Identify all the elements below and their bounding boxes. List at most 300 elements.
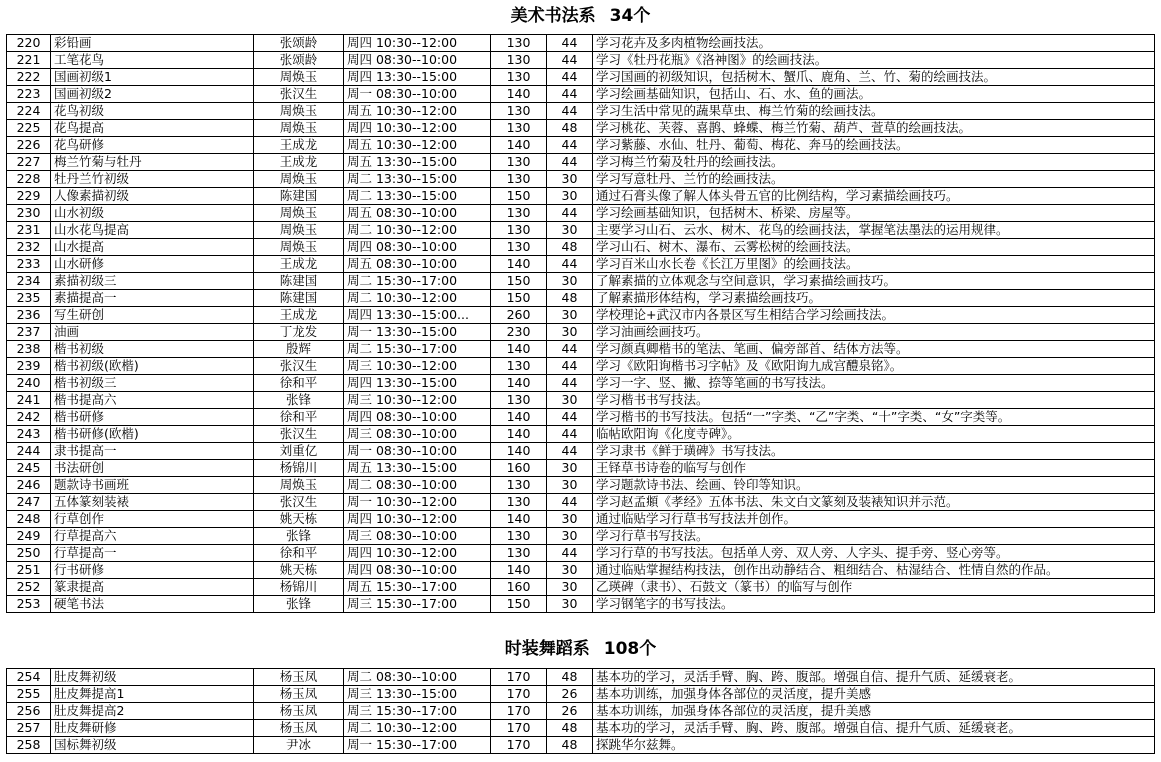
table-row <box>7 154 1155 171</box>
section-count: 108个 <box>603 639 657 659</box>
table-row <box>7 426 1155 443</box>
course-description: 学习写意牡丹、兰竹的绘画技法。 <box>593 171 1155 188</box>
course-hours: 30 <box>547 273 593 290</box>
table-row <box>7 596 1155 613</box>
course-name: 油画 <box>51 324 254 341</box>
course-hours: 44 <box>547 52 593 69</box>
course-hours: 48 <box>547 239 593 256</box>
course-id: 226 <box>7 137 51 154</box>
course-description: 基本功的学习，灵活手臂、胸、跨、腹部。增强自信、提升气质、延缓衰老。 <box>593 720 1155 737</box>
course-time: 周一 10:30--12:00 <box>344 494 491 511</box>
table-row <box>7 222 1155 239</box>
table-row <box>7 511 1155 528</box>
course-id: 233 <box>7 256 51 273</box>
course-teacher: 杨玉凤 <box>254 703 344 720</box>
course-teacher: 王成龙 <box>254 154 344 171</box>
course-description: 学习生活中常见的蔬果草虫、梅兰竹菊的绘画技法。 <box>593 103 1155 120</box>
course-description: 了解素描形体结构，学习素描绘画技巧。 <box>593 290 1155 307</box>
course-description: 临帖欧阳询《化度寺碑》。 <box>593 426 1155 443</box>
course-hours: 44 <box>547 86 593 103</box>
course-time: 周五 13:30--15:00 <box>344 154 491 171</box>
course-description: 学习《牡丹花瓶》《洛神图》的绘画技法。 <box>593 52 1155 69</box>
course-fee: 130 <box>491 358 547 375</box>
section-title-dance <box>0 638 1161 660</box>
table-row <box>7 477 1155 494</box>
course-table-art <box>6 34 1155 613</box>
course-time: 周二 10:30--12:00 <box>344 222 491 239</box>
course-name: 楷书初级(欧楷) <box>51 358 254 375</box>
course-teacher: 王成龙 <box>254 307 344 324</box>
course-fee: 130 <box>491 154 547 171</box>
course-name: 花鸟研修 <box>51 137 254 154</box>
course-teacher: 周焕玉 <box>254 103 344 120</box>
course-hours: 48 <box>547 737 593 754</box>
course-hours: 44 <box>547 375 593 392</box>
course-name: 行书研修 <box>51 562 254 579</box>
course-description: 通过临贴学习行草书写技法并创作。 <box>593 511 1155 528</box>
course-teacher: 张汉生 <box>254 494 344 511</box>
course-fee: 150 <box>491 290 547 307</box>
course-fee: 170 <box>491 720 547 737</box>
course-id: 220 <box>7 35 51 52</box>
course-fee: 150 <box>491 188 547 205</box>
table-row <box>7 273 1155 290</box>
course-time: 周一 08:30--10:00 <box>344 443 491 460</box>
table-row <box>7 358 1155 375</box>
course-name: 篆隶提高 <box>51 579 254 596</box>
course-description: 学习油画绘画技巧。 <box>593 324 1155 341</box>
course-name: 素描提高一 <box>51 290 254 307</box>
table-row <box>7 703 1155 720</box>
course-name: 工笔花鸟 <box>51 52 254 69</box>
course-id: 222 <box>7 69 51 86</box>
course-time: 周三 10:30--12:00 <box>344 392 491 409</box>
course-time: 周二 15:30--17:00 <box>344 273 491 290</box>
course-fee: 130 <box>491 477 547 494</box>
course-fee: 140 <box>491 426 547 443</box>
course-teacher: 丁龙发 <box>254 324 344 341</box>
course-fee: 130 <box>491 205 547 222</box>
course-name: 国标舞初级 <box>51 737 254 754</box>
course-name: 素描初级三 <box>51 273 254 290</box>
course-description: 探跳华尔兹舞。 <box>593 737 1155 754</box>
course-name: 彩铅画 <box>51 35 254 52</box>
course-hours: 48 <box>547 669 593 686</box>
course-teacher: 陈建国 <box>254 290 344 307</box>
table-row <box>7 137 1155 154</box>
course-description: 学习紫藤、水仙、牡丹、葡萄、梅花、奔马的绘画技法。 <box>593 137 1155 154</box>
course-description: 学习桃花、芙蓉、喜鹊、蜂蝶、梅兰竹菊、葫芦、萱草的绘画技法。 <box>593 120 1155 137</box>
course-fee: 140 <box>491 86 547 103</box>
course-fee: 140 <box>491 562 547 579</box>
course-teacher: 刘重亿 <box>254 443 344 460</box>
table-row <box>7 256 1155 273</box>
course-fee: 140 <box>491 443 547 460</box>
course-time: 周一 15:30--17:00 <box>344 737 491 754</box>
course-teacher: 周焕玉 <box>254 222 344 239</box>
course-hours: 44 <box>547 69 593 86</box>
course-time: 周三 08:30--10:00 <box>344 426 491 443</box>
course-fee: 150 <box>491 596 547 613</box>
course-fee: 130 <box>491 103 547 120</box>
section-title-art <box>0 5 1161 27</box>
course-fee: 140 <box>491 137 547 154</box>
course-description: 了解素描的立体观念与空间意识，学习素描绘画技巧。 <box>593 273 1155 290</box>
course-teacher: 周焕玉 <box>254 120 344 137</box>
course-time: 周二 13:30--15:00 <box>344 188 491 205</box>
course-id: 248 <box>7 511 51 528</box>
course-time: 周四 10:30--12:00 <box>344 511 491 528</box>
course-name: 山水研修 <box>51 256 254 273</box>
course-name: 花鸟初级 <box>51 103 254 120</box>
course-id: 230 <box>7 205 51 222</box>
course-hours: 44 <box>547 103 593 120</box>
course-time: 周四 13:30--15:00... <box>344 307 491 324</box>
course-name: 五体篆刻装裱 <box>51 494 254 511</box>
course-id: 242 <box>7 409 51 426</box>
course-teacher: 张锋 <box>254 528 344 545</box>
course-description: 基本功的学习，灵活手臂、胸、跨、腹部。增强自信、提升气质、延缓衰老。 <box>593 669 1155 686</box>
course-time: 周三 10:30--12:00 <box>344 358 491 375</box>
course-teacher: 陈建国 <box>254 188 344 205</box>
course-time: 周四 08:30--10:00 <box>344 52 491 69</box>
table-row <box>7 171 1155 188</box>
course-hours: 30 <box>547 188 593 205</box>
course-hours: 44 <box>547 358 593 375</box>
course-description: 学习山石、树木、瀑布、云雾松树的绘画技法。 <box>593 239 1155 256</box>
course-hours: 44 <box>547 409 593 426</box>
table-row <box>7 409 1155 426</box>
table-row <box>7 720 1155 737</box>
course-time: 周一 08:30--10:00 <box>344 86 491 103</box>
course-fee: 130 <box>491 120 547 137</box>
course-name: 人像素描初级 <box>51 188 254 205</box>
course-id: 237 <box>7 324 51 341</box>
course-hours: 30 <box>547 324 593 341</box>
course-id: 257 <box>7 720 51 737</box>
course-hours: 48 <box>547 720 593 737</box>
course-id: 254 <box>7 669 51 686</box>
course-time: 周二 08:30--10:00 <box>344 477 491 494</box>
course-hours: 30 <box>547 511 593 528</box>
course-teacher: 徐和平 <box>254 545 344 562</box>
course-hours: 44 <box>547 35 593 52</box>
course-time: 周三 13:30--15:00 <box>344 686 491 703</box>
course-time: 周五 08:30--10:00 <box>344 256 491 273</box>
course-hours: 44 <box>547 137 593 154</box>
course-fee: 130 <box>491 222 547 239</box>
course-teacher: 张锋 <box>254 392 344 409</box>
course-name: 肚皮舞提高2 <box>51 703 254 720</box>
course-fee: 130 <box>491 545 547 562</box>
course-fee: 130 <box>491 171 547 188</box>
course-teacher: 殷辉 <box>254 341 344 358</box>
course-hours: 44 <box>547 545 593 562</box>
table-row <box>7 443 1155 460</box>
course-id: 255 <box>7 686 51 703</box>
course-fee: 170 <box>491 686 547 703</box>
course-time: 周三 15:30--17:00 <box>344 596 491 613</box>
course-table-dance <box>6 668 1155 754</box>
table-row <box>7 737 1155 754</box>
course-name: 肚皮舞提高1 <box>51 686 254 703</box>
course-hours: 30 <box>547 579 593 596</box>
course-hours: 26 <box>547 703 593 720</box>
course-name: 写生研创 <box>51 307 254 324</box>
course-description: 主要学习山石、云水、树木、花鸟的绘画技法，掌握笔法墨法的运用规律。 <box>593 222 1155 239</box>
section-name: 美术书法系 <box>510 6 596 26</box>
course-description: 学习绘画基础知识，包括山、石、水、鱼的画法。 <box>593 86 1155 103</box>
course-id: 249 <box>7 528 51 545</box>
course-fee: 140 <box>491 256 547 273</box>
course-name: 肚皮舞初级 <box>51 669 254 686</box>
table-row <box>7 460 1155 477</box>
course-name: 国画初级1 <box>51 69 254 86</box>
course-id: 235 <box>7 290 51 307</box>
course-description: 乙瑛碑（隶书）、石鼓文（篆书）的临写与创作 <box>593 579 1155 596</box>
course-fee: 230 <box>491 324 547 341</box>
course-description: 学习百米山水长卷《长江万里图》的绘画技法。 <box>593 256 1155 273</box>
course-time: 周五 10:30--12:00 <box>344 103 491 120</box>
course-teacher: 杨玉凤 <box>254 720 344 737</box>
course-teacher: 杨玉凤 <box>254 669 344 686</box>
course-description: 学习楷书书写技法。 <box>593 392 1155 409</box>
course-time: 周二 10:30--12:00 <box>344 290 491 307</box>
course-fee: 130 <box>491 52 547 69</box>
course-time: 周五 15:30--17:00 <box>344 579 491 596</box>
course-description: 学习题款诗书法、绘画、铃印等知识。 <box>593 477 1155 494</box>
table-row <box>7 103 1155 120</box>
table-row <box>7 545 1155 562</box>
table-row <box>7 86 1155 103</box>
course-id: 241 <box>7 392 51 409</box>
table-row <box>7 307 1155 324</box>
course-teacher: 杨锦川 <box>254 579 344 596</box>
course-time: 周四 08:30--10:00 <box>344 409 491 426</box>
course-name: 书法研创 <box>51 460 254 477</box>
course-name: 肚皮舞研修 <box>51 720 254 737</box>
course-teacher: 张颂龄 <box>254 35 344 52</box>
course-description: 学习行草的书写技法。包括单人旁、双人旁、人字头、提手旁、竖心旁等。 <box>593 545 1155 562</box>
course-description: 学习行草书写技法。 <box>593 528 1155 545</box>
course-id: 251 <box>7 562 51 579</box>
course-description: 学习花卉及多肉植物绘画技法。 <box>593 35 1155 52</box>
table-row <box>7 528 1155 545</box>
course-teacher: 周焕玉 <box>254 171 344 188</box>
course-hours: 30 <box>547 222 593 239</box>
course-teacher: 张锋 <box>254 596 344 613</box>
course-id: 224 <box>7 103 51 120</box>
course-fee: 170 <box>491 703 547 720</box>
course-id: 245 <box>7 460 51 477</box>
course-id: 225 <box>7 120 51 137</box>
course-id: 240 <box>7 375 51 392</box>
course-hours: 30 <box>547 528 593 545</box>
course-time: 周三 08:30--10:00 <box>344 528 491 545</box>
course-name: 梅兰竹菊与牡丹 <box>51 154 254 171</box>
course-time: 周二 15:30--17:00 <box>344 341 491 358</box>
course-id: 247 <box>7 494 51 511</box>
course-name: 楷书初级三 <box>51 375 254 392</box>
course-teacher: 周焕玉 <box>254 477 344 494</box>
course-fee: 130 <box>491 494 547 511</box>
course-id: 253 <box>7 596 51 613</box>
table-row <box>7 375 1155 392</box>
table-row <box>7 324 1155 341</box>
course-id: 232 <box>7 239 51 256</box>
course-name: 行草提高一 <box>51 545 254 562</box>
table-row <box>7 290 1155 307</box>
course-id: 223 <box>7 86 51 103</box>
course-teacher: 杨玉凤 <box>254 686 344 703</box>
course-id: 238 <box>7 341 51 358</box>
course-id: 252 <box>7 579 51 596</box>
course-teacher: 杨锦川 <box>254 460 344 477</box>
course-id: 256 <box>7 703 51 720</box>
course-hours: 44 <box>547 154 593 171</box>
course-hours: 44 <box>547 341 593 358</box>
course-id: 227 <box>7 154 51 171</box>
course-name: 隶书提高一 <box>51 443 254 460</box>
course-time: 周一 13:30--15:00 <box>344 324 491 341</box>
table-row <box>7 341 1155 358</box>
course-fee: 160 <box>491 460 547 477</box>
course-time: 周五 10:30--12:00 <box>344 137 491 154</box>
course-fee: 140 <box>491 409 547 426</box>
course-description: 学校理论+武汉市内各景区写生相结合学习绘画技法。 <box>593 307 1155 324</box>
course-hours: 44 <box>547 256 593 273</box>
course-description: 学习颜真卿楷书的笔法、笔画、偏旁部首、结体方法等。 <box>593 341 1155 358</box>
course-name: 花鸟提高 <box>51 120 254 137</box>
table-row <box>7 686 1155 703</box>
course-time: 周四 08:30--10:00 <box>344 562 491 579</box>
course-teacher: 徐和平 <box>254 409 344 426</box>
course-description: 通过石膏头像了解人体头骨五官的比例结构，学习素描绘画技巧。 <box>593 188 1155 205</box>
table-row <box>7 392 1155 409</box>
course-teacher: 周焕玉 <box>254 239 344 256</box>
course-time: 周四 08:30--10:00 <box>344 239 491 256</box>
course-description: 学习《欧阳询楷书习字帖》及《欧阳询九成宫醴泉铭》。 <box>593 358 1155 375</box>
course-teacher: 陈建国 <box>254 273 344 290</box>
table-row <box>7 239 1155 256</box>
course-hours: 30 <box>547 562 593 579</box>
course-id: 258 <box>7 737 51 754</box>
course-fee: 140 <box>491 511 547 528</box>
course-fee: 140 <box>491 341 547 358</box>
course-teacher: 王成龙 <box>254 256 344 273</box>
table-row <box>7 669 1155 686</box>
course-name: 山水花鸟提高 <box>51 222 254 239</box>
course-name: 楷书研修 <box>51 409 254 426</box>
course-hours: 30 <box>547 171 593 188</box>
course-time: 周五 08:30--10:00 <box>344 205 491 222</box>
course-description: 学习绘画基础知识，包括树木、桥梁、房屋等。 <box>593 205 1155 222</box>
course-id: 246 <box>7 477 51 494</box>
course-teacher: 周焕玉 <box>254 205 344 222</box>
course-hours: 48 <box>547 290 593 307</box>
course-fee: 130 <box>491 392 547 409</box>
course-name: 山水初级 <box>51 205 254 222</box>
section-count: 34个 <box>609 6 651 26</box>
course-hours: 30 <box>547 392 593 409</box>
course-fee: 130 <box>491 528 547 545</box>
course-teacher: 张汉生 <box>254 86 344 103</box>
course-time: 周四 10:30--12:00 <box>344 545 491 562</box>
table-row <box>7 120 1155 137</box>
course-id: 239 <box>7 358 51 375</box>
course-description: 通过临贴掌握结构技法，创作出动静结合、粗细结合、枯湿结合、性情自然的作品。 <box>593 562 1155 579</box>
table-row <box>7 205 1155 222</box>
course-hours: 30 <box>547 307 593 324</box>
course-hours: 44 <box>547 443 593 460</box>
course-fee: 130 <box>491 35 547 52</box>
course-name: 牡丹兰竹初级 <box>51 171 254 188</box>
course-time: 周二 08:30--10:00 <box>344 669 491 686</box>
course-hours: 48 <box>547 120 593 137</box>
course-teacher: 王成龙 <box>254 137 344 154</box>
course-teacher: 徐和平 <box>254 375 344 392</box>
table-row <box>7 188 1155 205</box>
course-fee: 130 <box>491 239 547 256</box>
course-fee: 170 <box>491 669 547 686</box>
course-time: 周二 13:30--15:00 <box>344 171 491 188</box>
course-teacher: 张颂龄 <box>254 52 344 69</box>
course-teacher: 张汉生 <box>254 358 344 375</box>
course-fee: 160 <box>491 579 547 596</box>
course-description: 王铎草书诗卷的临写与创作 <box>593 460 1155 477</box>
course-teacher: 姚天栋 <box>254 562 344 579</box>
course-teacher: 周焕玉 <box>254 69 344 86</box>
table-row <box>7 579 1155 596</box>
course-time: 周四 10:30--12:00 <box>344 35 491 52</box>
table-row <box>7 69 1155 86</box>
course-name: 题款诗书画班 <box>51 477 254 494</box>
table-row <box>7 35 1155 52</box>
course-id: 236 <box>7 307 51 324</box>
course-description: 学习梅兰竹菊及牡丹的绘画技法。 <box>593 154 1155 171</box>
course-description: 基本功训练，加强身体各部位的灵活度，提升美感 <box>593 703 1155 720</box>
course-hours: 30 <box>547 596 593 613</box>
course-id: 228 <box>7 171 51 188</box>
course-id: 243 <box>7 426 51 443</box>
course-name: 行草提高六 <box>51 528 254 545</box>
course-description: 学习钢笔字的书写技法。 <box>593 596 1155 613</box>
course-teacher: 张汉生 <box>254 426 344 443</box>
course-fee: 150 <box>491 273 547 290</box>
course-id: 231 <box>7 222 51 239</box>
course-time: 周四 13:30--15:00 <box>344 69 491 86</box>
course-id: 234 <box>7 273 51 290</box>
course-hours: 30 <box>547 477 593 494</box>
course-fee: 140 <box>491 375 547 392</box>
course-description: 学习国画的初级知识，包括树木、蟹爪、鹿角、兰、竹、菊的绘画技法。 <box>593 69 1155 86</box>
course-hours: 26 <box>547 686 593 703</box>
course-fee: 170 <box>491 737 547 754</box>
course-time: 周五 13:30--15:00 <box>344 460 491 477</box>
course-name: 硬笔书法 <box>51 596 254 613</box>
course-id: 221 <box>7 52 51 69</box>
course-name: 山水提高 <box>51 239 254 256</box>
course-id: 229 <box>7 188 51 205</box>
course-hours: 30 <box>547 460 593 477</box>
course-name: 楷书研修(欧楷) <box>51 426 254 443</box>
table-row <box>7 52 1155 69</box>
course-time: 周四 13:30--15:00 <box>344 375 491 392</box>
course-description: 学习隶书《鲜于璜碑》书写技法。 <box>593 443 1155 460</box>
course-description: 学习一字、竖、撇、捺等笔画的书写技法。 <box>593 375 1155 392</box>
course-description: 学习赵孟頫《孝经》五体书法、朱文白文篆刻及装裱知识并示范。 <box>593 494 1155 511</box>
course-time: 周二 10:30--12:00 <box>344 720 491 737</box>
